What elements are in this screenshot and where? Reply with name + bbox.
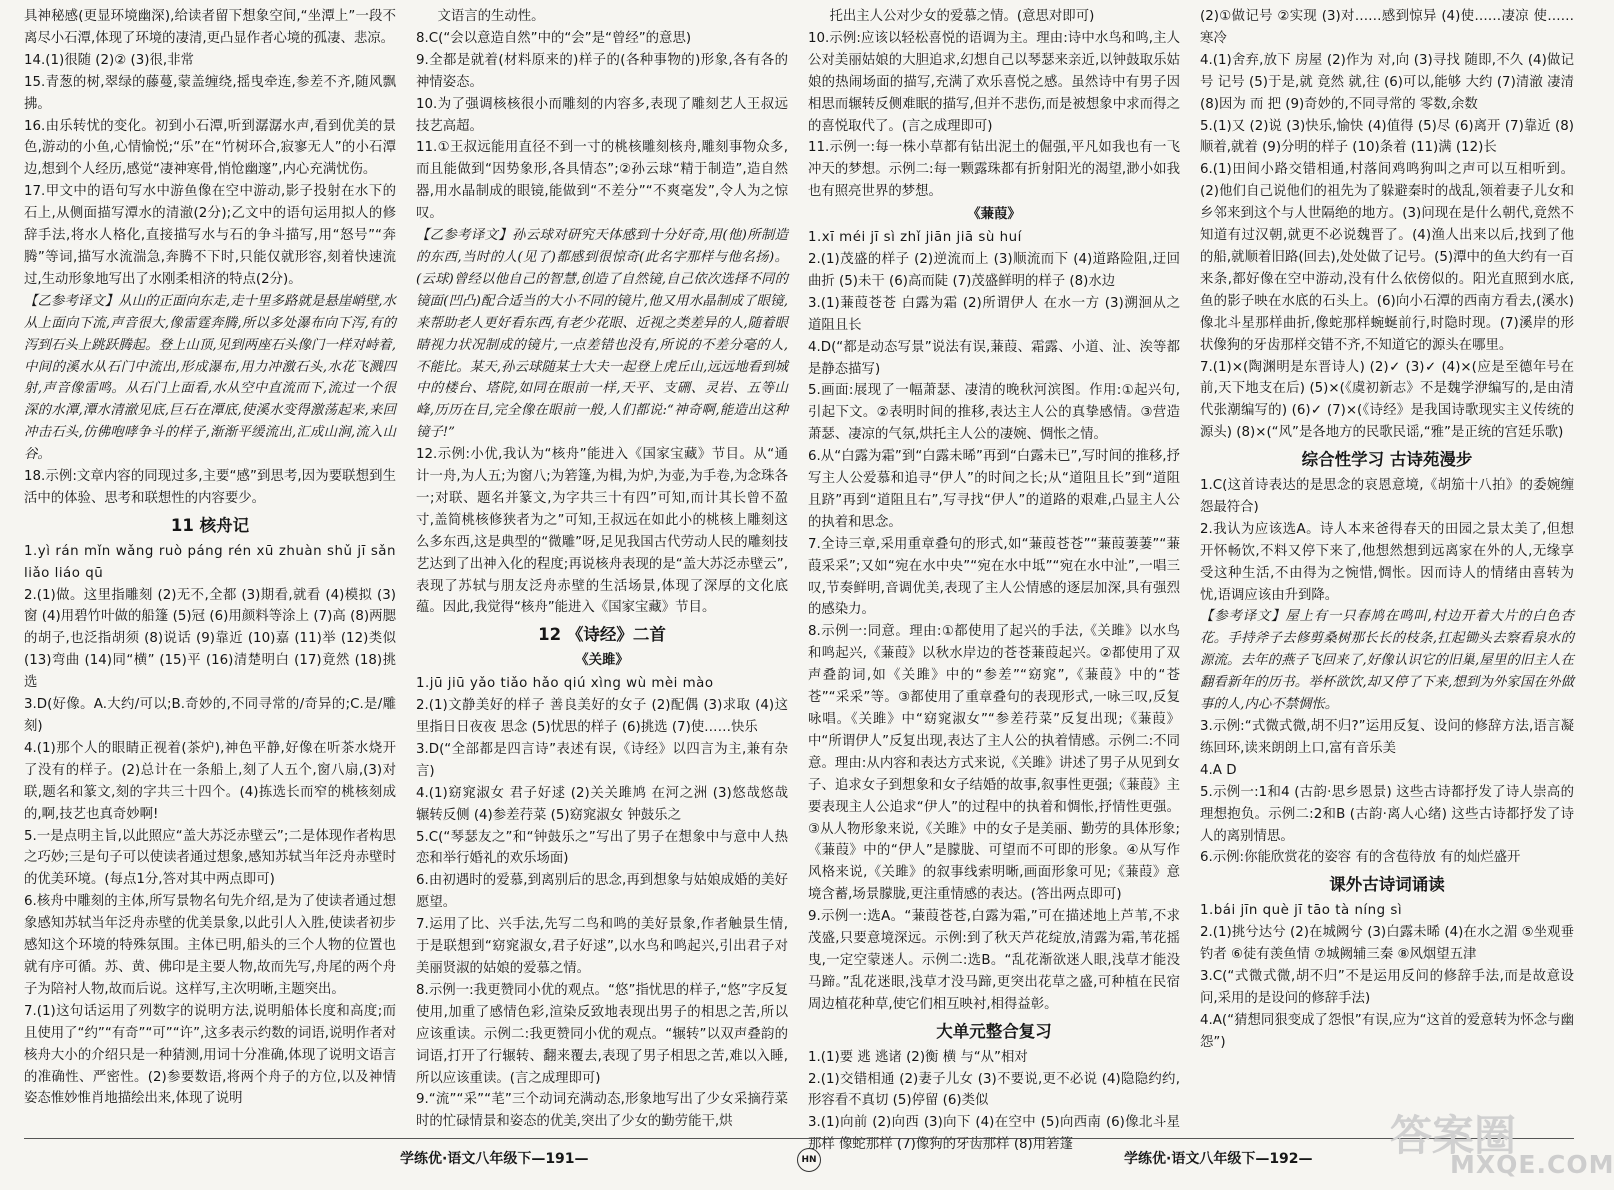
answer-paragraph: 10.为了强调核核很小而雕刻的内容多,表现了雕刻艺人王叔远技艺高超。 [416,96,788,134]
answer-paragraph: 2.(1)文静美好的样子 善良美好的女子 (2)配偶 (3)求取 (4)这里指日日夜夜 思念 (5)忧思的样子 (6)挑选 (7)使……快乐 [416,698,788,735]
footer-rule [24,1138,1574,1139]
answer-paragraph: 2.(1)茂盛的样子 (2)逆流而上 (3)顺流而下 (4)道路险阻,迂回曲折 (5)未干 (6)高而陡 (7)茂盛鲜明的样子 (8)水边 [808,251,1180,289]
answer-paragraph: 7.(1)这句话运用了列数字的说明方法,说明船体长度和高度;而且使用了“约”“有奇”“可”“许”,这多表示约数的词语,说明作者对核舟大小的介绍只是一种猜测,用词十分准确,体现了说明文语言的准确性、严密性。(2)参要数语,将两个舟子的方位,以及神情姿态惟妙惟肖地描绘出来,体现了说明 [24,1003,396,1107]
section-heading: 课外古诗词诵读 [1329,875,1445,895]
answer-paragraph: 5.一是点明主旨,以此照应“盖大苏泛赤壁云”;二是体现作者构思之巧妙;三是句子可以使读者通过想象,感知苏轼当年泛舟赤壁时的优美环境。(每点1分,答对其中两点即可) [24,828,396,888]
answer-paragraph: 8.C(“会以意造自然”中的“会”是“曾经”的意思) [416,30,692,46]
answer-paragraph: 11.示例一:每一株小草都有钻出泥土的倔强,平凡如我也有一飞冲天的梦想。示例二:每一颗露珠都有折射阳光的渴望,渺小如我也有照亮世界的梦想。 [808,140,1180,200]
page-number-left: 学练优·语文八年级下—191— [400,1151,589,1167]
answer-paragraph: 4.A(“猜想同狠变成了怨恨”有误,应为“这首的爱意转为怀念与幽怨”) [1200,1012,1574,1050]
watermark-logo: 答案圈 [1390,1111,1517,1160]
answer-paragraph: 1.yì rán mǐn wǎng ruò páng rén xū zhuàn shǔ jī sǎn liǎo liáo qū [24,543,396,581]
column-1 [24,6,396,1126]
answer-paragraph: 3.D(“全部都是四言诗”表述有误,《诗经》以四言为主,兼有杂言) [416,741,788,779]
answer-paragraph: 5.示例一:1和4 (古韵·思乡恩景) 这些古诗都抒发了诗人崇高的理想抱负。示例二:2和B (古韵·离人心绪) 这些古诗都抒发了诗人的离别情思。 [1200,784,1574,844]
column-4 [1200,6,1574,1126]
answer-paragraph: 16.由乐转忧的变化。初到小石潭,听到潺潺水声,看到优美的景色,游动的小鱼,心情愉悦;“乐”在“竹树环合,寂寥无人”的小石潭边,想到个人经历,感觉“凄神寒骨,悄怆幽邃”,内心充满忧伤。 [24,118,396,178]
section-heading: 《蒹葭》 [967,207,1021,223]
answer-paragraph: 7.(1)×(陶渊明是东晋诗人) (2)✓ (3)✓ (4)×(应是至德年号在前,天下地支在后) (5)×(《虞初新志》不是魏学洢编写的,是由清代张潮编写的) (6)✓ (7)×(《诗经》是我国诗歌现实主义传统的源头) (8)×(“风”是各地方的民歌民谣,“雅”是正统的宫廷乐歌) [1200,359,1574,441]
answer-paragraph: 2.(1)交错相通 (2)妻子儿女 (3)不要说,更不必说 (4)隐隐约约,形容看不真切 (5)停留 (6)类似 [808,1071,1180,1109]
answer-paragraph: 5.画面:展现了一幅萧瑟、凄清的晚秋河滨图。作用:①起兴句,引起下文。②表明时间的推移,表达主人公的真挚感情。③营造萧瑟、凄凉的气氛,烘托主人公的凄婉、惆怅之情。 [808,383,1180,443]
section-heading: 11 核舟记 [170,515,250,535]
answer-paragraph: 【乙参考译文】从山的正面向东走,走十里多路就是悬崖峭壁,水从上面向下流,声音很大,像雷霆奔腾,所以多处瀑布向下泻,有的泻到石头上跳跃腾起。登上山顶,见到两座石头像门一样对峙着,中间的溪水从石门中流出,形成瀑布,用力冲激石头,水花飞溅四射,声音像雷鸣。从石门上面看,水从空中直流而下,流过一个很深的水潭,潭水清澈见底,巨石在潭底,使溪水变得激荡起来,来回冲击石头,仿佛咆哮争斗的样子,渐渐平缓流出,汇成山涧,流入山谷。 [24,293,396,463]
answer-paragraph: 1.C(这首诗表达的是思念的哀恩意境,《胡笳十八拍》的委婉缠怨最符合) [1200,478,1574,515]
answer-paragraph: 2.(1)挑兮达兮 (2)在城阙兮 (3)白露未晞 (4)在水之湄 ⑤坐观垂钓者 ⑥徒有羡鱼情 ⑦城阙辅三秦 ⑧风烟望五津 [1200,925,1574,963]
answer-paragraph: 1.jū jiū yǎo tiǎo hǎo qiú xìng wù mèi mào [416,676,714,692]
answer-paragraph: 3.(1)蒹葭苍苍 白露为霜 (2)所谓伊人 在水一方 (3)溯洄从之 道阻且长 [808,295,1180,333]
answer-paragraph: (2)①做记号 ②实现 (3)对……感到惊异 (4)使……凄凉 使……寒冷 [1200,9,1574,46]
answer-paragraph: 【乙参考译文】孙云球对研究天体感到十分好奇,用(他)所制造的东西,当时的人(见了)都感到很惊奇(此名字那样与他名扬)。(云球)曾经以他自己的智慧,创造了自然镜,自己依次选择不同的镜面(凹凸)配合适当的大小不同的镜片,他又用水晶制成了眼镜,来帮助老人更好看东西,有老少花眼、近视之类差异的人,随着眼睛视力状况制成的镜片,一点差错也没有,所说的不差分毫的人,不能比。某天,孙云球随某士大夫一起登上虎丘山,远远地看到城中的楼台、塔院,如同在眼前一样,天平、支硎、灵岩、五等山峰,历历在目,完全像在眼前一般,人们都说:“神奇啊,能造出这种镜子!” [416,228,788,441]
page-number-right: 学练优·语文八年级下—192— [1124,1151,1313,1167]
answer-paragraph: 具神秘感(更显环境幽深),给读者留下想象空间,“坐潭上”一段不离尽小石潭,体现了环境的凄清,更凸显作者心境的孤凄、悲凉。 [24,9,396,46]
answer-paragraph: 7.运用了比、兴手法,先写二鸟和鸣的美好景象,作者触景生情,于是联想到“窈窕淑女,君子好逑”,以水鸟和鸣起兴,引出君子对美丽贤淑的姑娘的爱慕之情。 [416,917,788,976]
answer-paragraph: 3.示例:“式微式微,胡不归?”运用反复、设问的修辞方法,语言凝练回环,读来朗朗上口,富有音乐美 [1200,719,1574,756]
answer-paragraph: 1.(1)要 逃 逃诸 (2)衡 横 与“从”相对 [808,1049,1028,1065]
answer-paragraph: 6.由初遇时的爱慕,到离别后的思念,再到想象与姑娘成婚的美好愿望。 [416,873,788,911]
answer-paragraph: 9.“流”“采”“芼”三个动词充满动态,形象地写出了少女采摘荇菜时的忙碌情景和姿态的优美,突出了少女的勤劳能干,烘 [416,1092,788,1130]
answer-paragraph: 14.(1)很随 (2)② (3)很,非常 [24,52,194,68]
answer-paragraph: 6.核舟中雕刻的主体,所写景物名句先介绍,是为了使读者通过想象感知苏轼当年泛舟赤壁的优美景象,以此引人入胜,使读者初步感知这个环境的特殊氛围。主体已明,船头的三个人物的位置也就有序可循。苏、黄、佛印是主要人物,故而先写,舟尾的两个舟子为陪衬人物,故而后说。这样写,主次明晰,主题突出。 [24,894,396,997]
answer-paragraph: 7.全诗三章,采用重章叠句的形式,如“蒹葭苍苍”“蒹葭萋萋”“蒹葭采采”;又如“宛在水中央”“宛在水中坻”“宛在水中沚”,一唱三叹,节奏鲜明,音调优美,表现了主人公情感的逐层加深,具有强烈的感染力。 [808,536,1180,618]
answer-paragraph: 12.示例:小优,我认为“核舟”能进入《国家宝藏》节目。从“通计一舟,为人五;为窗八;为箬篷,为楫,为炉,为壶,为手卷,为念珠各一;对联、题名并篆文,为字共三十有四”可知,而计其长曾不盈寸,盖简桃核修狭者为之”可知,王叔远在如此小的桃核上雕刻这么多东西,这是典型的“微雕”呀,足见我国古代劳动人民的雕刻技艺达到了出神入化的程度;再说核舟表现的是“盖大苏泛赤壁云”,表现了苏轼与朋友泛舟赤壁的生活场景,体现了深厚的文化底蕴。因此,我觉得“核舟”能进入《国家宝藏》节目。 [416,447,788,616]
answer-paragraph: 托出主人公对少女的爱慕之情。(意思对即可) [829,9,1095,24]
answer-paragraph: 5.(1)又 (2)说 (3)快乐,愉快 (4)值得 (5)尽 (6)离开 (7)靠近 (8)顺着,就着 (9)分明的样子 (10)条着 (11)满 (12)长 [1200,118,1574,156]
answer-paragraph: 4.(1)舍弃,放下 房屋 (2)作为 对,向 (3)寻找 随即,不久 (4)做记号 记号 (5)于是,就 竟然 就,往 (6)可以,能够 大约 (7)清澈 凄清 (8)因为 而 把 (9)奇妙的,不同寻常的 零数,余数 [1200,52,1574,112]
answer-paragraph: 2.(1)做。这里指雕刻 (2)无不,全都 (3)期看,就看 (4)模拟 (3)窗 (4)用碧竹叶做的船篷 (5)冠 (6)用颜料等涂上 (7)高 (8)两腮的胡子,也泛指胡须 (8)说话 (9)靠近 (10)嘉 (11)举 (12)类似 (13)弯曲 (14)同“横” (15)平 (16)清楚明白 (17)竟然 (18)挑选 [24,587,396,691]
answer-paragraph: 4.D(“都是动态写景”说法有误,蒹葭、霜露、小道、沚、涘等都是静态描写) [808,339,1180,377]
answer-paragraph: 18.示例:文章内容的同现过多,主要“感”到思考,因为要联想到生活中的体验、思考和联想性的内容要少。 [24,469,396,506]
region-seal-icon: HN [797,1148,821,1172]
answer-paragraph: 10.示例:应该以轻松喜悦的语调为主。理由:诗中水鸟和鸣,主人公对美丽姑娘的大胆追求,幻想自己以琴瑟来亲近,以钟鼓取乐姑娘的热闹场面的描写,充满了欢乐喜悦之感。虽然诗中有男子因相思而辗转反侧难眠的描写,但并不悲伤,而是被想象中求而得之的喜悦取代了。(言之成理即可) [808,30,1180,134]
answer-paragraph: 1.bái jīn què jī tāo tà níng sì [1200,903,1403,919]
answer-paragraph: 4.(1)那个人的眼睛正视着(茶炉),神色平静,好像在听茶水烧开了没有的样子。(2)总计在一条船上,刻了人五个,窗八扇,(3)对联,题名和篆文,刻的字共三十四个。(4)拣选长而窄的桃核刻成的,啊,技艺也真奇妙啊! [24,740,396,822]
answer-paragraph: 3.(1)向前 (2)向西 (3)向下 (4)在空中 (5)向西南 (6)像北斗星那样 像蛇那样 (7)像狗的牙齿那样 (8)用箬篷 [808,1115,1180,1153]
answer-paragraph: 9.全都是就着(材料原来的)样子的(各种事物的)形象,各有各的神情姿态。 [416,52,788,90]
answer-paragraph: 15.青葱的树,翠绿的藤蔓,蒙盖缠绕,摇曳牵连,参差不齐,随风飘拂。 [24,74,396,112]
answer-paragraph: 4.(1)窈窕淑女 君子好逑 (2)关关雎鸠 在河之洲 (3)悠哉悠哉 辗转反侧 (4)参差荇菜 (5)窈窕淑女 钟鼓乐之 [416,785,788,823]
section-heading: 综合性学习 古诗苑漫步 [1301,450,1473,470]
answer-paragraph: 8.示例一:同意。理由:①都使用了起兴的手法,《关雎》以水鸟和鸣起兴,《蒹葭》以秋水岸边的苍苍蒹葭起兴。②都使用了双声叠韵词,如《关雎》中的“参差”“窈窕”,《蒹葭》中的“苍苍”“采采”等。③都使用了重章叠句的表现形式,一咏三叹,反复咏唱。《关雎》中“窈窕淑女”“参差荇菜”反复出现;《蒹葭》中“所谓伊人”反复出现,表达了主人公的执着情感。示例二:不同意。理由:从内容和表达方式来说,《关雎》讲述了男子从见到女子、追求女子到想象和女子结婚的故事,叙事性更强;《蒹葭》主要表现主人公追求“伊人”的过程中的执着和惆怅,抒情性更强。③从人物形象来说,《关雎》中的女子是美丽、勤劳的具体形象;《蒹葭》中的“伊人”是朦胧、可望而不可即的形象。④从写作风格来说,《关雎》的叙事线索明晰,画面形象可见;《蒹葭》意境含蓄,场景朦胧,更注重情感的表达。(答出两点即可) [808,624,1180,903]
answer-paragraph: 4.A D [1200,762,1237,778]
answer-paragraph: 3.D(好像。A.大约/可以;B.奇妙的,不同寻常的/奇异的;C.是/雕刻) [24,697,396,734]
column-3 [808,6,1180,1153]
answer-paragraph: 6.从“白露为霜”到“白露未晞”再到“白露未已”,写时间的推移,抒写主人公爱慕和追寻“伊人”的时间之长;从“道阻且长”到“道阻且跻”再到“道阻且右”,写寻找“伊人”的道路的艰难,凸显主人公的执着和思念。 [808,449,1180,530]
watermark-url: MXQE.COM [1450,1150,1614,1179]
answer-paragraph: 6.示例:你能欣赏花的姿容 有的含苞待放 有的灿烂盛开 [1200,850,1521,866]
section-heading: 12 《诗经》二首 [538,625,666,645]
answer-paragraph: 2.我认为应该选A。诗人本来爸得春天的田园之景太美了,但想开怀畅饮,不料又停下来了,他想然想到远离家在外的人,无缘享受这种生活,不由得为之惋惜,惆怅。因而诗人的情绪由喜转为忧,语调应该由升到降。 [1200,521,1574,603]
answer-paragraph: 8.示例一:我更赞同小优的观点。“悠”指忧思的样子,“悠”字反复使用,加重了感情色彩,渲染反致地表现出男子的相思之苦,所以应该重读。示例二:我更赞同小优的观点。“辗转”以双声叠韵的词语,打开了行辗转、翻来覆去,表现了男子相思之苦,难以入睡,所以应该重读。(言之成理即可) [416,982,788,1086]
answer-paragraph: 文语言的生动性。 [437,9,545,24]
answer-paragraph: 3.C(“式微式微,胡不归”不是运用反问的修辞手法,而是故意设问,采用的是设问的修辞手法) [1200,968,1574,1006]
answer-paragraph: 9.示例一:选A。“蒹葭苍苍,白露为霜,”可在描述地上芦苇,不求茂盛,只要意境深远。示例:到了秋天芦花绽放,清露为霜,苇花摇曳,一定空蒙迷人。示例二:选B。“乱花渐欲迷人眼,浅草才能没马蹄。”乱花迷眼,浅草才没马蹄,更突出花草之盛,可种植在民宿周边植花种草,使它们相互映衬,相得益彰。 [808,909,1180,1012]
answer-paragraph: 11.①王叔远能用直径不到一寸的桃核雕刻核舟,雕刻事物众多,而且能做到“因势象形,各具情态”;②孙云球“精于制造”,造自然器,用水晶制成的眼镜,能做到“不差分”“不爽毫发”,令人为之惊叹。 [416,140,788,222]
section-heading: 大单元整合复习 [936,1021,1052,1041]
answer-paragraph: 17.甲文中的语句写水中游鱼像在空中游动,影子投射在水下的石上,从侧面描写潭水的清澈(2分);乙文中的语句运用拟人的修辞手法,将水人格化,直接描写水与石的争斗描写,用“怒号”“奔腾”等词,描写水流湍急,奔腾不下时,只能仅就形容,刻着快速流过,生动形象地写出了水刚柔相济的特点(2分)。 [24,184,396,287]
answer-paragraph: 6.(1)田间小路交错相通,村落间鸡鸣狗叫之声可以互相听到。(2)他们自己说他们的祖先为了躲避秦时的战乱,领着妻子儿女和乡邻来到这个与人世隔绝的地方。(3)问现在是什么朝代,竟然不知道有过汉朝,就更不必说魏晋了。(4)渔人出来以后,找到了他的船,就顺着旧路(回去),处处做了记号。(5)潭中的鱼大约有一百来条,都好像在空中游动,没有什么依傍似的。阳光直照到水底,鱼的影子映在水底的石头上。(6)向小石潭的西南方看去,(溪水)像北斗星那样曲折,像蛇那样蜿蜒前行,时隐时现。(7)溪岸的形状像狗的牙齿那样交错不齐,不知道它的源头在哪里。 [1200,162,1574,353]
answer-paragraph: 5.C(“琴瑟友之”和“钟鼓乐之”写出了男子在想象中与意中人热恋和举行婚礼的欢乐场面) [416,829,788,867]
column-2 [416,6,788,1130]
section-heading: 《关雎》 [575,653,629,669]
answer-paragraph: 1.xī méi jī sì zhǐ jiān jiā sù huí [808,230,1022,246]
answer-paragraph: 【参考译文】屋上有一只春鸠在鸣叫,村边开着大片的白色杏花。手持斧子去修剪桑树那长长的枝条,扛起锄头去察看泉水的源流。去年的燕子飞回来了,好像认识它的旧巢,屋里的旧主人在翻看新年的历书。举杯欲饮,却又停了下来,想到为外家国在外做事的人,内心不禁惆怅。 [1200,609,1574,713]
